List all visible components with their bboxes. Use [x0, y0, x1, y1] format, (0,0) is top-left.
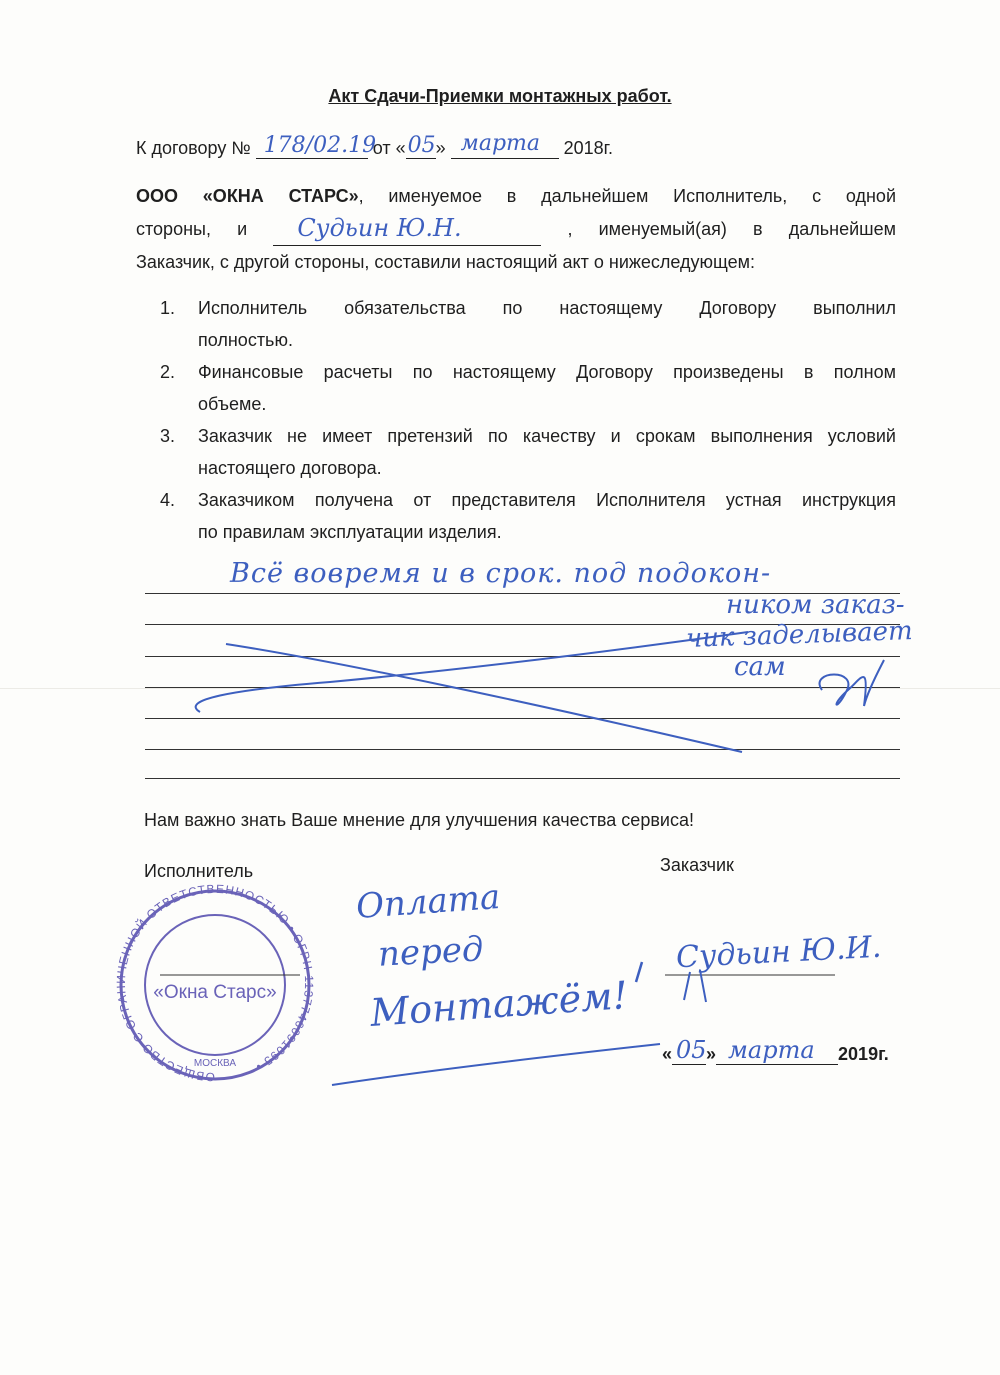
comment-line [145, 718, 900, 719]
contract-month-field [451, 131, 559, 159]
comment-line [145, 656, 900, 657]
para-line2-end: , именуемый(ая) в дальнейшем [567, 219, 896, 239]
list-item: 1. Исполнитель обязательства по настоящему Договору выполнил полностью. [160, 298, 896, 350]
terms-list [160, 292, 896, 548]
contract-prefix: К договору № [136, 138, 251, 158]
list-item: 4. Заказчиком получена от представителя Исполнителя устная инструкция по правилам эксплуатации изделия. [160, 490, 896, 542]
handwritten-comment-line1: Всё вовремя и в срок. под подокон- [230, 558, 772, 589]
handwritten-note-line1: Оплата [354, 877, 502, 927]
contract-day-close: » [435, 138, 446, 158]
stamp-ring-text: ОБЩЕСТВО С ОГРАНИЧЕННОЙ ОТВЕТСТВЕННОСТЬЮ • ОГРН 1137746091095 • [113, 881, 317, 1085]
date-line: « 05 » марта 2019г. [662, 1036, 889, 1064]
contract-number: 178/02.19 [263, 133, 377, 158]
company-name: ООО «ОКНА СТАРС» [136, 186, 359, 206]
contract-from: от « [372, 138, 406, 158]
customer-label: Заказчик [660, 855, 734, 875]
signature-scribble [820, 660, 884, 706]
contract-line [136, 131, 614, 159]
comment-line [145, 687, 900, 688]
date-day: 05 [676, 1036, 707, 1064]
contract-day-field [406, 133, 436, 159]
paper-fold-line [0, 688, 1000, 689]
executor-label: Исполнитель [144, 861, 254, 881]
comment-line [145, 778, 900, 779]
list-item: 2. Финансовые расчеты по настоящему Договору произведены в полном объеме. [160, 362, 896, 414]
para-line1: , именуемое в дальнейшем Исполнитель, с одной [358, 186, 896, 206]
date-year: 2019г. [838, 1044, 889, 1064]
date-day-field [672, 1036, 707, 1065]
date-month: марта [728, 1036, 815, 1064]
list-item: 3. Заказчик не имеет претензий по качеству и срокам выполнения условий настоящего договора. [160, 426, 896, 478]
pen-slash [636, 962, 642, 982]
handwritten-note-line2: перед [377, 929, 485, 975]
company-stamp [114, 882, 316, 1084]
handwritten-note-line3: Монтажём! [368, 973, 630, 1035]
document-title: Акт Сдачи-Приемки монтажных работ. [328, 86, 672, 106]
cross-out-stroke [226, 644, 742, 752]
customer-name-field [273, 214, 541, 246]
para-line3: Заказчик, с другой стороны, составили настоящий акт о нижеследующем: [136, 252, 756, 272]
comment-line [145, 749, 900, 750]
cross-out-stroke [196, 632, 748, 712]
stamp-company-name: «Окна Старс» [153, 982, 277, 1003]
stamp-city: МОСКВА [193, 1058, 237, 1069]
parties-paragraph [136, 180, 896, 279]
contract-month: марта [460, 131, 541, 156]
handwritten-comment-line3: чик заделывает [685, 616, 914, 654]
executor-signature-stroke [332, 1044, 660, 1085]
handwritten-comment-line4: сам [734, 652, 786, 682]
contract-number-field [256, 133, 377, 159]
customer-name-handwritten: Судьин Ю.Н. [297, 214, 462, 242]
contract-year: 2018г. [563, 138, 614, 158]
handwritten-comment-line2: ником заказ- [726, 590, 905, 620]
contract-day: 05 [407, 133, 436, 158]
customer-signature-name: Судьин Ю.И. [675, 929, 883, 976]
feedback-text: Нам важно знать Ваше мнение для улучшения качества сервиса! [144, 810, 694, 830]
para-line2-start: стороны, и [136, 219, 248, 239]
